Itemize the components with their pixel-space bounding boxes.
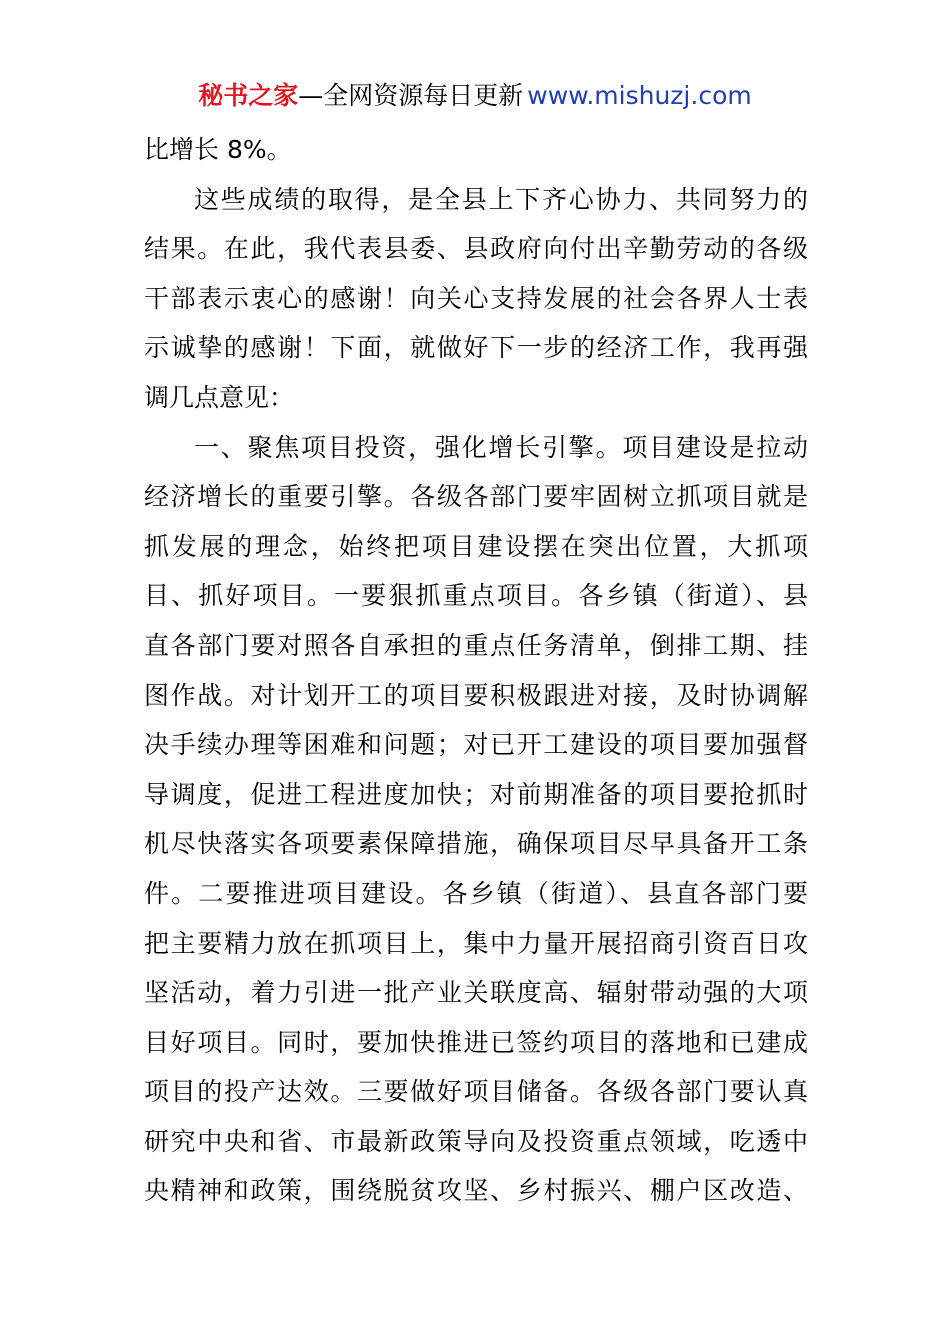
body-line: 坚活动，着力引进一批产业关联度高、辐射带动强的大项 <box>144 978 808 1008</box>
body-line: 研究中央和省、市最新政策导向及投资重点领域，吃透中 <box>144 1126 808 1156</box>
body-line: 导调度，促进工程进度加快；对前期准备的项目要抢抓时 <box>144 779 808 809</box>
body-line: 结果。在此，我代表县委、县政府向付出辛勤劳动的各级 <box>144 234 808 264</box>
body-line: 决手续办理等困难和问题；对已开工建设的项目要加强督 <box>144 730 808 760</box>
document-body <box>144 125 808 1216</box>
body-line: 目、抓好项目。一要狠抓重点项目。各乡镇（街道）、县 <box>144 581 808 611</box>
body-line: 直各部门要对照各自承担的重点任务清单，倒排工期、挂 <box>144 630 808 660</box>
body-line: 件。二要推进项目建设。各乡镇（街道）、县直各部门要 <box>144 878 808 908</box>
body-line: 比增长 8%。 <box>144 135 292 164</box>
body-line: 抓发展的理念，始终把项目建设摆在突出位置，大抓项 <box>144 531 808 561</box>
paragraph-first-line: 这些成绩的取得，是全县上下齐心协力、共同努力的 <box>194 184 808 214</box>
body-line: 示诚挚的感谢！下面，就做好下一步的经济工作，我再强 <box>144 333 808 363</box>
brand-name: 秘书之家 <box>198 81 299 110</box>
body-line: 经济增长的重要引擎。各级各部门要牢固树立抓项目就是 <box>144 482 808 512</box>
body-line: 机尽快落实各项要素保障措施，确保项目尽早具备开工条 <box>144 829 808 859</box>
body-line: 把主要精力放在抓项目上，集中力量开展招商引资百日攻 <box>144 928 808 958</box>
header-tagline: —全网资源每日更新 <box>298 81 524 110</box>
paragraph-first-line: 一、聚焦项目投资，强化增长引擎。项目建设是拉动 <box>194 432 808 462</box>
page-header <box>0 80 950 112</box>
body-line: 央精神和政策，围绕脱贫攻坚、乡村振兴、棚户区改造、 <box>144 1176 808 1206</box>
body-line: 目好项目。同时，要加快推进已签约项目的落地和已建成 <box>144 1027 808 1057</box>
body-line: 图作战。对计划开工的项目要积极跟进对接，及时协调解 <box>144 680 808 710</box>
body-line: 项目的投产达效。三要做好项目储备。各级各部门要认真 <box>144 1077 808 1107</box>
body-line: 调几点意见： <box>144 382 295 412</box>
site-link[interactable]: www.mishuzj.com <box>527 81 752 110</box>
body-line: 干部表示衷心的感谢！向关心支持发展的社会各界人士表 <box>144 283 808 313</box>
